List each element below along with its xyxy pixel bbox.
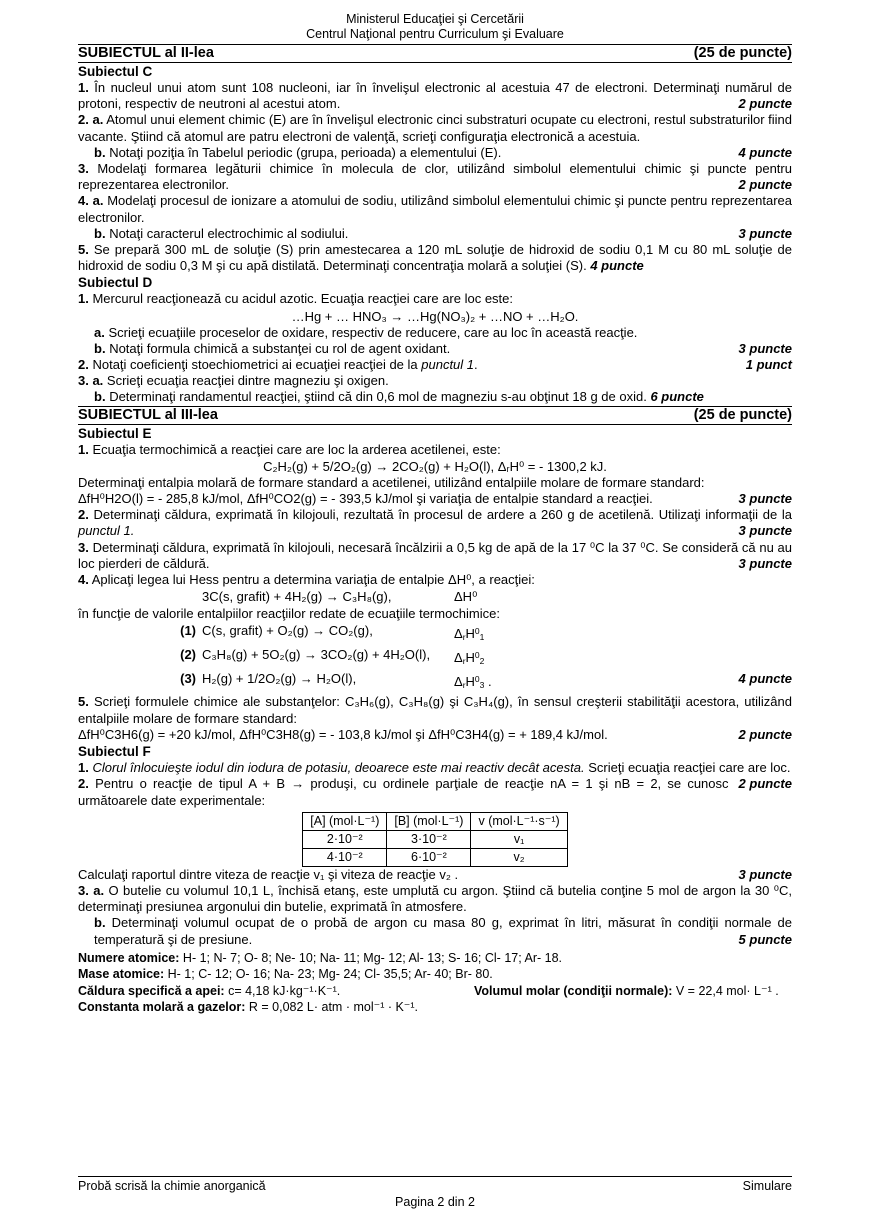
question-f3b-points: 5 puncte [738, 931, 792, 947]
ministry-line: Ministerul Educaţiei şi Cercetării [346, 12, 524, 26]
footer-row [78, 1177, 792, 1194]
question-e1-text: Ecuaţia termochimică a reacţiei care are loc la arderea acetilenei, este: [92, 441, 501, 457]
question-f2-text: Pentru o reacţie de tipul A + B → produşi, cu ordinele parţiale de reacţie nA = 1 şi nB = 2, se cunosc următoarele date experimentale: [78, 776, 729, 808]
reaction-3-enth-index: 3 [479, 680, 485, 691]
question-c5-num: 5. [78, 242, 89, 258]
question-f3a-text: O butelie cu volumul 10,1 L, închisă etanş, este umplută cu argon. Ştiind că butelia conţine 5 mol de argon la 30 ⁰C, determinaţi presiunea argonului din butelie, exprimată în atmosfere. [78, 882, 792, 915]
question-e4-points: 4 puncte [738, 671, 792, 687]
question-f1-italic: Clorul înlocuieşte iodul din iodura de potasiu, deoarece este mai reactiv decât acesta. [92, 760, 585, 776]
reaction-1-points-spacer [604, 622, 792, 646]
reaction-2-equation: C₃H₈(g) + 5O₂(g) → 3CO₂(g) + 4H₂O(l), [202, 647, 431, 663]
question-e1-body: Determinaţi entalpia molară de formare standard a acetilenei, utilizând entalpiile molare de formare standard: [78, 474, 705, 490]
question-e2-text: Determinaţi căldura, exprimată în kilojouli, rezultată în procesul de ardere a 260 g de acetilenă. Utilizaţi informaţii de la punctul 1. [78, 507, 792, 539]
center-line: Centrul Naţional pentru Curriculum şi Evaluare [306, 26, 564, 41]
question-d2-text: Notaţi coeficienţi stoechiometrici ai ecuaţiei reacţiei de la punctul 1. [92, 357, 478, 373]
question-c3 [78, 161, 792, 193]
question-c1-text: În nucleul unui atom sunt 108 nucleoni, iar în învelişul electronic al acestuia 47 de electroni. Determinaţi numărul de protoni, respectiv de neutroni al acestui atom. [78, 80, 792, 112]
table-row [303, 848, 567, 866]
reaction-row-2 [78, 646, 792, 670]
atomic-masses-value: H- 1; C- 12; O- 16; Na- 23; Mg- 24; Cl- 35,5; Ar- 40; Br- 80. [167, 967, 493, 982]
atomic-masses-line [78, 966, 792, 983]
equation-acetylene: C₂H₂(g) + 5/2O₂(g) → 2CO₂(g) + H₂O(l), ΔᵣH⁰ = - 1300,2 kJ. [263, 458, 607, 474]
question-e5-text: Scrieţi formulele chimice ale substanţelor: C₃H₆(g), C₃H₈(g) şi C₃H₄(g), în sensul creşterii stabilităţii acestora, utilizând entalpiile molare de formare standard: [78, 694, 792, 726]
question-d1a [78, 325, 792, 341]
question-d1b-points: 3 puncte [738, 340, 792, 356]
question-c2b-num: b. [94, 144, 106, 160]
question-e2-points: 3 puncte [738, 523, 792, 539]
question-c5-text: Se prepară 300 mL de soluţie (S) prin amestecarea a 120 mL soluţie de hidroxid de sodiu 0,1 M cu 80 mL soluţie de hidroxid de sodiu 0,3 M şi cu apă distilată. Determinaţi concentraţia molară a soluţiei (S). [78, 242, 792, 274]
question-c2b-text: Notaţi poziţia în Tabelul periodic (grupa, perioada) a elementului (E). [109, 144, 502, 160]
reaction-2-enthalpy: $\Delta_rH^0_2$ [454, 650, 485, 667]
question-d1b-num: b. [94, 340, 106, 356]
question-c2b [78, 145, 792, 161]
question-e1 [78, 442, 792, 458]
question-d3b-text: Determinaţi randamentul reacţiei, ştiind că din 0,6 mol de magneziu s-au obţinut 18 g de oxid. [109, 389, 647, 405]
section-c-label: Subiectul C [78, 64, 153, 79]
molar-volume-value: V = 22,4 mol· L⁻¹ . [675, 983, 779, 998]
reaction-3-equation: H₂(g) + 1/2O₂(g) → H₂O(l), [202, 671, 357, 687]
question-d3b-num: b. [94, 389, 106, 405]
table-header-v: v (mol·L⁻¹·s⁻¹) [471, 812, 567, 830]
table-cell-v1: v₁ [471, 830, 567, 848]
atomic-numbers-label: Numere atomice: [78, 950, 180, 965]
question-e1-values-row [78, 491, 792, 507]
question-e4-text: Aplicaţi legea lui Hess pentru a determina variaţia de entalpie ΔH⁰, a reacţiei: [91, 572, 535, 588]
question-f3b-text: Determinaţi volumul ocupat de o probă de argon cu masa 80 g, exprimat în litri, măsurat în condiţii normale de temperatură şi de presiune. [94, 915, 792, 947]
question-f2-after-row [78, 867, 792, 883]
molar-volume-label: Volumul molar (condiţii normale): [474, 983, 673, 998]
question-e4-lead: în funcţie de valorile entalpiilor reacţiilor redate de ecuaţiile termochimice: [78, 606, 500, 622]
document-header [78, 0, 792, 41]
specific-heat-label: Căldura specifică a apei: [78, 983, 225, 998]
question-c5 [78, 242, 792, 274]
subject-2-bar [78, 45, 792, 63]
reaction-row-3 [78, 670, 792, 694]
gas-constant-value: R = 0,082 L· atm · mol⁻¹ · K⁻¹. [248, 1000, 419, 1015]
equation-hess-row [78, 588, 792, 606]
reaction-1-enth-sub: r [462, 632, 466, 643]
question-e2 [78, 507, 792, 539]
question-d1 [78, 291, 792, 307]
question-d1-num: 1. [78, 291, 89, 307]
footer-page-number: Pagina 2 din 2 [395, 1195, 475, 1209]
question-f3a-num: 3. a. [78, 882, 105, 898]
question-c2a-num: 2. a. [78, 112, 104, 128]
section-d-label: Subiectul D [78, 275, 153, 291]
reaction-2-points-spacer [604, 646, 792, 670]
table-row [303, 830, 567, 848]
question-e1-points: 3 puncte [738, 491, 792, 507]
subject-2-points: (25 de puncte) [693, 45, 792, 61]
specific-heat-group [78, 983, 474, 1000]
question-c4a [78, 193, 792, 225]
question-e3-num: 3. [78, 539, 89, 555]
question-d1b [78, 341, 792, 357]
question-e3-points: 3 puncte [738, 555, 792, 571]
ref-punctul-1: punctul 1 [421, 357, 475, 373]
question-e5-values-row [78, 727, 792, 743]
hess-num-spacer [78, 588, 202, 606]
notes-block [78, 950, 792, 1016]
question-e2-num: 2. [78, 507, 89, 523]
question-c4a-text: Modelaţi procesul de ionizare a atomului de sodiu, utilizând simbolul elementului chimic şi puncte pentru reprezentarea electronilor. [78, 193, 793, 225]
question-f2-num: 2. [78, 776, 89, 792]
section-f-label: Subiectul F [78, 744, 151, 760]
reaction-2-enth-sup: 0 [474, 650, 480, 661]
reaction-2-enth-index: 2 [479, 656, 485, 667]
experimental-data-table [302, 812, 567, 867]
question-d1a-text: Scrieţi ecuaţiile proceselor de oxidare, respectiv de reducere, care au loc în această reacţie. [108, 324, 638, 340]
reaction-1-equation: C(s, grafit) + O₂(g) → CO₂(g), [202, 623, 373, 639]
hess-points-spacer [604, 588, 792, 606]
reaction-3-tail: . [484, 674, 492, 690]
molar-volume-group [474, 983, 792, 1000]
question-d2-points: 1 punct [745, 357, 792, 373]
reaction-1-num: (1) [180, 623, 196, 639]
question-f2-after: Calculaţi raportul dintre viteza de reacţie v₁ şi viteza de reacţie v₂ . [78, 866, 459, 882]
question-d1-text: Mercurul reacţionează cu acidul azotic. Ecuaţia reacţiei care are loc este: [92, 291, 514, 307]
question-e3 [78, 540, 792, 572]
table-header-b: [B] (mol·L⁻¹) [387, 812, 471, 830]
question-e1-values: ΔfH⁰H2O(l) = - 285,8 kJ/mol, ΔfH⁰CO2(g) = - 393,5 kJ/mol şi variaţia de entalpie standard a reacţiei. [78, 491, 653, 507]
question-d3a-num: 3. a. [78, 373, 104, 389]
question-c4b-num: b. [94, 225, 106, 241]
footer-right: Simulare [742, 1179, 792, 1193]
table-cell-a2: 4·10⁻² [303, 848, 387, 866]
table-cell-a1: 2·10⁻² [303, 830, 387, 848]
question-c4b-text: Notaţi caracterul electrochimic al sodiului. [109, 225, 349, 241]
question-d3a [78, 373, 792, 389]
question-e5-points: 2 puncte [738, 726, 792, 742]
question-f3b-num: b. [94, 915, 106, 931]
question-c4b [78, 226, 792, 242]
question-c1-points: 2 puncte [738, 96, 792, 112]
question-e5 [78, 694, 792, 726]
question-f1-num: 1. [78, 760, 89, 776]
reaction-1-enth-sup: 0 [474, 626, 480, 637]
gas-constant-line [78, 999, 792, 1016]
specific-heat-value: c= 4,18 kJ·kg⁻¹·K⁻¹. [228, 983, 341, 998]
question-c3-num: 3. [78, 161, 89, 177]
table-cell-b1: 3·10⁻² [387, 830, 471, 848]
gas-constant-label: Constanta molară a gazelor: [78, 1000, 246, 1015]
table-header-row [303, 812, 567, 830]
question-d3b-points: 6 puncte [650, 389, 704, 405]
subject-3-bar [78, 407, 792, 425]
reaction-2-num: (2) [180, 647, 196, 663]
question-c2a [78, 112, 792, 144]
question-d1a-num: a. [94, 324, 105, 340]
equation-mercury: …Hg + … HNO₃ → …Hg(NO₃)₂ + …NO + …H₂O. [291, 308, 579, 324]
question-f1-text2: Scrieţi ecuaţia reacţiei care are loc. [588, 760, 791, 776]
question-d1b-text: Notaţi formula chimică a substanţei cu rol de agent oxidant. [109, 340, 451, 356]
question-d2-num: 2. [78, 357, 89, 373]
reaction-3-num: (3) [180, 671, 196, 687]
atomic-masses-label: Mase atomice: [78, 967, 165, 982]
reaction-3-enth-sub: r [462, 680, 466, 691]
question-e4-num: 4. [78, 572, 89, 588]
question-c3-points: 2 puncte [738, 177, 792, 193]
table-cell-v2: v₂ [471, 848, 567, 866]
question-d3a-text: Scrieţi ecuaţia reacţiei dintre magneziu şi oxigen. [106, 373, 389, 389]
question-f2 [78, 776, 792, 808]
subject-2-title: SUBIECTUL al II-lea [78, 45, 214, 61]
subject-3-title: SUBIECTUL al III-lea [78, 406, 218, 423]
reaction-2-enth-sub: r [462, 656, 466, 667]
question-d2 [78, 357, 792, 373]
question-c1 [78, 80, 792, 112]
footer-left: Probă scrisă la chimie anorganică [78, 1179, 266, 1193]
equation-hess: 3C(s, grafit) + 4H₂(g) → C₃H₈(g), [202, 589, 392, 605]
page-footer [78, 1176, 792, 1210]
section-e-label: Subiectul E [78, 425, 152, 441]
question-c2a-text: Atomul unui element chimic (E) are în învelişul electronic cinci substraturi ocupate cu electroni, restul substraturilor fiind vacante. Ştiind că atomul are patru electroni de valenţă, scrieţi configuraţia electronică a acestuia. [78, 112, 793, 144]
question-f3a [78, 883, 792, 915]
question-f1-points: 2 puncte [738, 776, 792, 792]
atomic-numbers-line [78, 950, 792, 967]
reaction-3-enthalpy: $\Delta_rH^0_3$ . [454, 674, 492, 691]
question-c5-points: 4 puncte [590, 258, 644, 274]
question-c4b-points: 3 puncte [738, 225, 792, 241]
atomic-numbers-value: H- 1; N- 7; O- 8; Ne- 10; Na- 11; Mg- 12; Al- 13; S- 16; Cl- 17; Ar- 18. [182, 950, 562, 965]
reaction-1-enth-index: 1 [479, 632, 485, 643]
table-header-a: [A] (mol·L⁻¹) [303, 812, 387, 830]
page-content [78, 0, 792, 1016]
question-e5-values: ΔfH⁰C3H6(g) = +20 kJ/mol, ΔfH⁰C3H8(g) = - 103,8 kJ/mol şi ΔfH⁰C3H4(g) = + 189,4 kJ/mol. [78, 726, 608, 742]
question-e3-text: Determinaţi căldura, exprimată în kilojouli, necesară încălzirii a 0,5 kg de apă de la 17 ⁰C la 37 ⁰C. Se consideră că nu au loc pierderi de căldură. [78, 539, 792, 571]
ref-punctul-1b: punctul 1. [78, 523, 135, 539]
question-e1-num: 1. [78, 441, 89, 457]
question-e5-num: 5. [78, 694, 89, 710]
subject-3-points: (25 de puncte) [693, 406, 792, 423]
reaction-1-enthalpy: $\Delta_rH^0_1$ [454, 626, 485, 643]
constants-line-1 [78, 983, 792, 1000]
question-d3b [78, 389, 792, 405]
question-f2-points: 3 puncte [738, 866, 792, 882]
reaction-3-enth-sup: 0 [474, 674, 480, 685]
question-c1-num: 1. [78, 80, 89, 95]
reaction-row-1 [78, 622, 792, 646]
equation-hess-enthalpy: ΔH⁰ [454, 589, 478, 605]
question-c2b-points: 4 puncte [738, 144, 792, 160]
question-f3b [78, 915, 792, 947]
question-c4a-num: 4. a. [78, 193, 104, 209]
question-c3-text: Modelaţi formarea legăturii chimice în molecula de clor, utilizând simbolul elementului chimic şi puncte pentru reprezentarea electronilor. [78, 161, 792, 193]
table-cell-b2: 6·10⁻² [387, 848, 471, 866]
question-e4 [78, 572, 792, 588]
